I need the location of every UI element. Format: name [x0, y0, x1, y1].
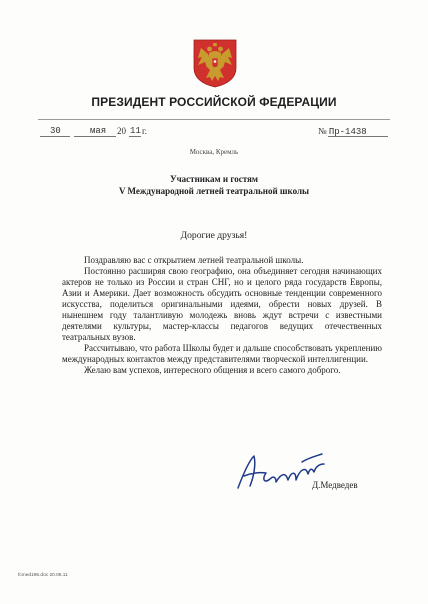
coat-of-arms-icon: [192, 38, 238, 88]
addressee-line: Участникам и гостям: [170, 174, 258, 184]
letter-body: [62, 255, 382, 376]
date-year-suffix: 11: [130, 126, 141, 136]
date-year-unit: г.: [142, 126, 147, 136]
body-paragraph: Желаю вам успехов, интересного общения и всего самого доброго.: [84, 365, 341, 375]
body-paragraph: Рассчитываю, что работа Школы будет и дальше способствовать укреплению международных контактов между представителями творческой интеллигенции.: [62, 343, 382, 364]
document-number-value: Пр-1438: [328, 127, 367, 137]
addressee-block: [0, 173, 428, 197]
date-day: 30: [50, 126, 61, 136]
salutation: Дорогие друзья!: [180, 230, 248, 241]
date-month: мая: [90, 126, 107, 136]
document-number-prefix: №: [318, 126, 327, 136]
signer-name: Д.Медведев: [312, 480, 358, 490]
addressee-line: V Международной летней театральной школы: [118, 186, 310, 196]
document-number-underline: [328, 136, 388, 137]
body-paragraph: Поздравляю вас с открытием летней театральной школы.: [84, 255, 304, 265]
date-year-underline: [129, 136, 141, 137]
coat-of-arms-graphic: [192, 38, 238, 88]
file-reference: fcmed196.doc 20.05.11: [18, 573, 68, 578]
place-of-issue: Москва, Кремль: [189, 148, 239, 156]
date-month-underline: [74, 136, 116, 137]
date-year-prefix: 20: [117, 126, 126, 136]
letterhead-title: ПРЕЗИДЕНТ РОССИЙСКОЙ ФЕДЕРАЦИИ: [91, 95, 337, 109]
body-paragraph: Постоянно расширяя свою географию, она объединяет сегодня начинающих актеров не только из России и стран СНГ, но и целого ряда государств Европы, Азии и Америки. Дает возможность обсудить основные тенденции современного искусства, поделиться оригинальными идеями, обрести новых друзей. В нынешнем году талантливую молодежь вновь ждут встречи с известными деятелями культуры, мастер-классы педагогов ведущих отечественных театральных вузов.: [62, 266, 382, 342]
date-day-underline: [40, 136, 70, 137]
letterhead-divider: [38, 119, 390, 120]
